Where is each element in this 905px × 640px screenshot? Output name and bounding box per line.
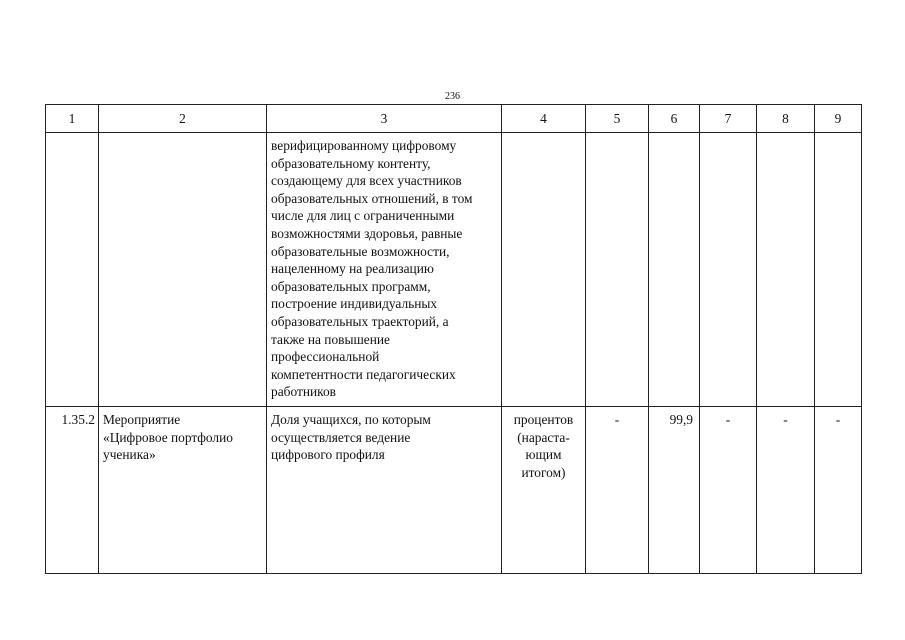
empty-cell: [586, 133, 649, 407]
unit-cell: [502, 407, 586, 574]
page-number: 236: [445, 91, 460, 102]
header-cell-1: 1: [46, 105, 99, 133]
value-9: -: [835, 412, 841, 427]
indicator-continuation-cell: [267, 133, 502, 407]
value-cell-6: [649, 407, 700, 574]
value-cell-7: [700, 407, 757, 574]
value-6: 99,9: [669, 412, 693, 427]
row-number-cell: [46, 407, 99, 574]
empty-cell: [649, 133, 700, 407]
header-cell-3: 3: [267, 105, 502, 133]
table-row: [46, 407, 862, 574]
document-table: [45, 104, 862, 574]
row-number: 1.35.2: [61, 412, 95, 427]
empty-cell: [502, 133, 586, 407]
value-8: -: [783, 412, 788, 427]
header-cell-8: 8: [757, 105, 815, 133]
header-cell-9: 9: [815, 105, 862, 133]
header-cell-6: 6: [649, 105, 700, 133]
value-5: -: [614, 412, 620, 427]
indicator-name: Доля учащихся, по которым осуществляется ведение цифрового профиля: [271, 412, 431, 463]
empty-cell: [46, 133, 99, 407]
empty-cell: [99, 133, 267, 407]
unit-text: процентов (нараста- ющим итогом): [513, 412, 574, 480]
value-cell-9: [815, 407, 862, 574]
event-name: Мероприятие «Цифровое портфолио ученика»: [103, 412, 233, 463]
header-cell-2: 2: [99, 105, 267, 133]
value-7: -: [725, 412, 731, 427]
empty-cell: [815, 133, 862, 407]
indicator-cell: [267, 407, 502, 574]
event-cell: [99, 407, 267, 574]
header-cell-5: 5: [586, 105, 649, 133]
table-header-row: [46, 105, 862, 133]
value-cell-8: [757, 407, 815, 574]
header-cell-4: 4: [502, 105, 586, 133]
table-row-continuation: [46, 133, 862, 407]
empty-cell: [700, 133, 757, 407]
value-cell-5: [586, 407, 649, 574]
header-cell-7: 7: [700, 105, 757, 133]
indicator-continuation-text: верифицированному цифровому образовательному контенту, создающему для всех участников образовательных отношений, в том числе для лиц с ограниченными возможностями здоровья, равные образовательные возможности, нацеленному на реализацию образовательных программ, построение индивидуальных образовательных траекторий, а также на повышение профессиональной компетентности педагогических работников: [271, 138, 473, 400]
empty-cell: [757, 133, 815, 407]
